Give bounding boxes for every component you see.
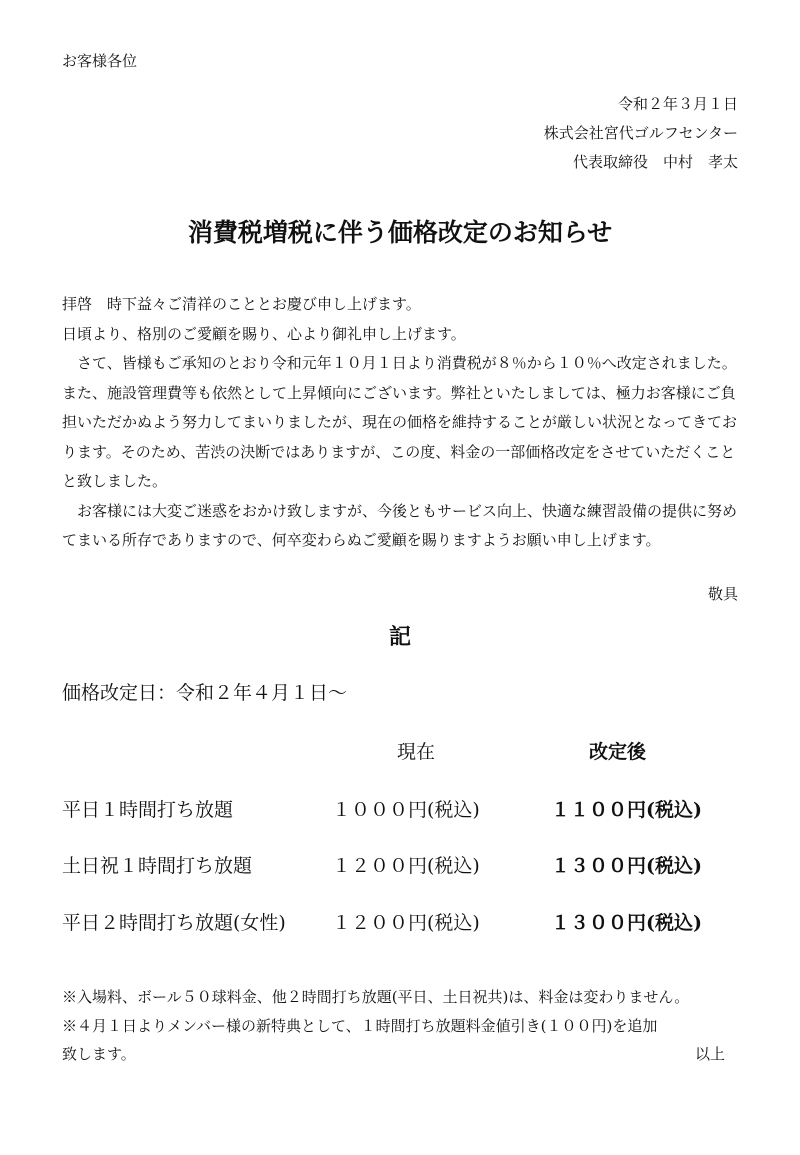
- body-paragraph-2: お客様には大変ご迷惑をおかけ致しますが、今後ともサービス向上、快適な練習設備の提供に努めてまいる所存でありますので、何卒変わらぬご愛顧を賜りますようお願い申し上げます。: [62, 501, 738, 549]
- company-name: 株式会社宮代ゴルフセンター: [543, 124, 738, 142]
- page-title: 消費税増税に伴う価格改定のお知らせ: [187, 218, 613, 247]
- greeting-line: 拝啓 時下益々ご清祥のこととお慶び申し上げます。: [62, 295, 421, 313]
- note-unchanged-fees: ※入場料、ボール５０球料金、他２時間打ち放題(平日、土日祝共)は、料金は変わりません。: [62, 988, 690, 1006]
- row-current-holiday-1h: １２００円(税込): [332, 855, 480, 877]
- note-member-benefit: ※４月１日よりメンバー様の新特典として、１時間打ち放題料金値引き(１００円)を追加: [62, 1017, 658, 1035]
- row-label-holiday-1h: 土日祝１時間打ち放題: [62, 855, 253, 877]
- row-label-weekday-1h: 平日１時間打ち放題: [62, 799, 234, 821]
- row-revised-weekday-2h-women: １３００円(税込): [551, 912, 702, 934]
- letter-body: [62, 290, 742, 556]
- effective-date: 価格改定日：令和２年４月１日～: [62, 682, 348, 704]
- letter-date: 令和２年３月１日: [617, 95, 738, 113]
- closing-keigu: 敬具: [707, 585, 738, 603]
- addressee: お客様各位: [62, 52, 138, 70]
- row-label-weekday-2h-women: 平日２時間打ち放題(女性): [62, 912, 286, 934]
- row-revised-weekday-1h: １１００円(税込): [551, 799, 702, 821]
- closing-ijou: 以上: [695, 1045, 726, 1063]
- thanks-line: 日頃より、格別のご愛顧を賜り、心より御礼申し上げます。: [62, 324, 466, 343]
- row-current-weekday-2h-women: １２００円(税込): [332, 912, 480, 934]
- row-revised-holiday-1h: １３００円(税込): [551, 855, 702, 877]
- ki-heading: 記: [388, 624, 411, 650]
- column-header-revised: 改定後: [589, 741, 647, 763]
- row-current-weekday-1h: １０００円(税込): [332, 799, 480, 821]
- representative-name: 代表取締役 中村 孝太: [572, 153, 738, 171]
- note-member-benefit-cont: 致します。: [62, 1045, 136, 1063]
- column-header-current: 現在: [397, 741, 436, 763]
- body-paragraph-1: さて、皆様もご承知のとおり令和元年１０月１日より消費税が８％から１０％へ改定されました。また、施設管理費等も依然として上昇傾向にございます。弊社といたしましては、極力お客様にご負担いただかぬよう努力してまいりましたが、現在の価格を維持することが厳しい状況となってきております。そのため、苦渋の決断ではありますが、この度、料金の一部価格改定をさせていただくことと致しました。: [62, 354, 738, 490]
